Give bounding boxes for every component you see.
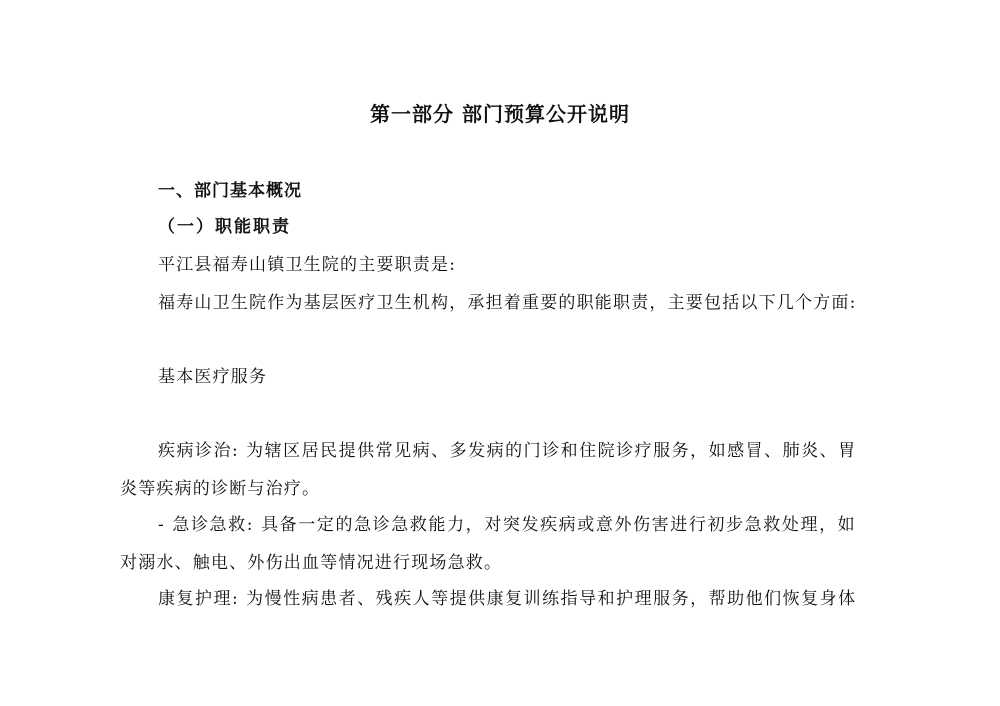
paragraph-line: 疾病诊治: 为辖区居民提供常见病、多发病的门诊和住院诊疗服务，如感冒、肺炎、胃: [158, 441, 857, 461]
paragraph-line: 炎等疾病的诊断与治疗。: [120, 479, 321, 499]
paragraph-line: 基本医疗服务: [158, 367, 268, 387]
section-heading: 一、部门基本概况: [158, 181, 302, 201]
subsection-heading: （一）职能职责: [158, 217, 291, 237]
paragraph-line: 康复护理: 为慢性病患者、残疾人等提供康复训练指导和护理服务，帮助他们恢复身体: [158, 589, 857, 609]
page-title: 第一部分 部门预算公开说明: [370, 102, 630, 126]
paragraph-line: - 急诊急救: 具备一定的急诊急救能力，对突发疾病或意外伤害进行初步急救处理，如: [158, 515, 857, 535]
paragraph-line: 平江县福寿山镇卫生院的主要职责是:: [158, 255, 457, 275]
paragraph-line: 对溺水、触电、外伤出血等情况进行现场急救。: [120, 553, 503, 573]
paragraph-line: 福寿山卫生院作为基层医疗卫生机构，承担着重要的职能职责，主要包括以下几个方面:: [158, 293, 857, 313]
